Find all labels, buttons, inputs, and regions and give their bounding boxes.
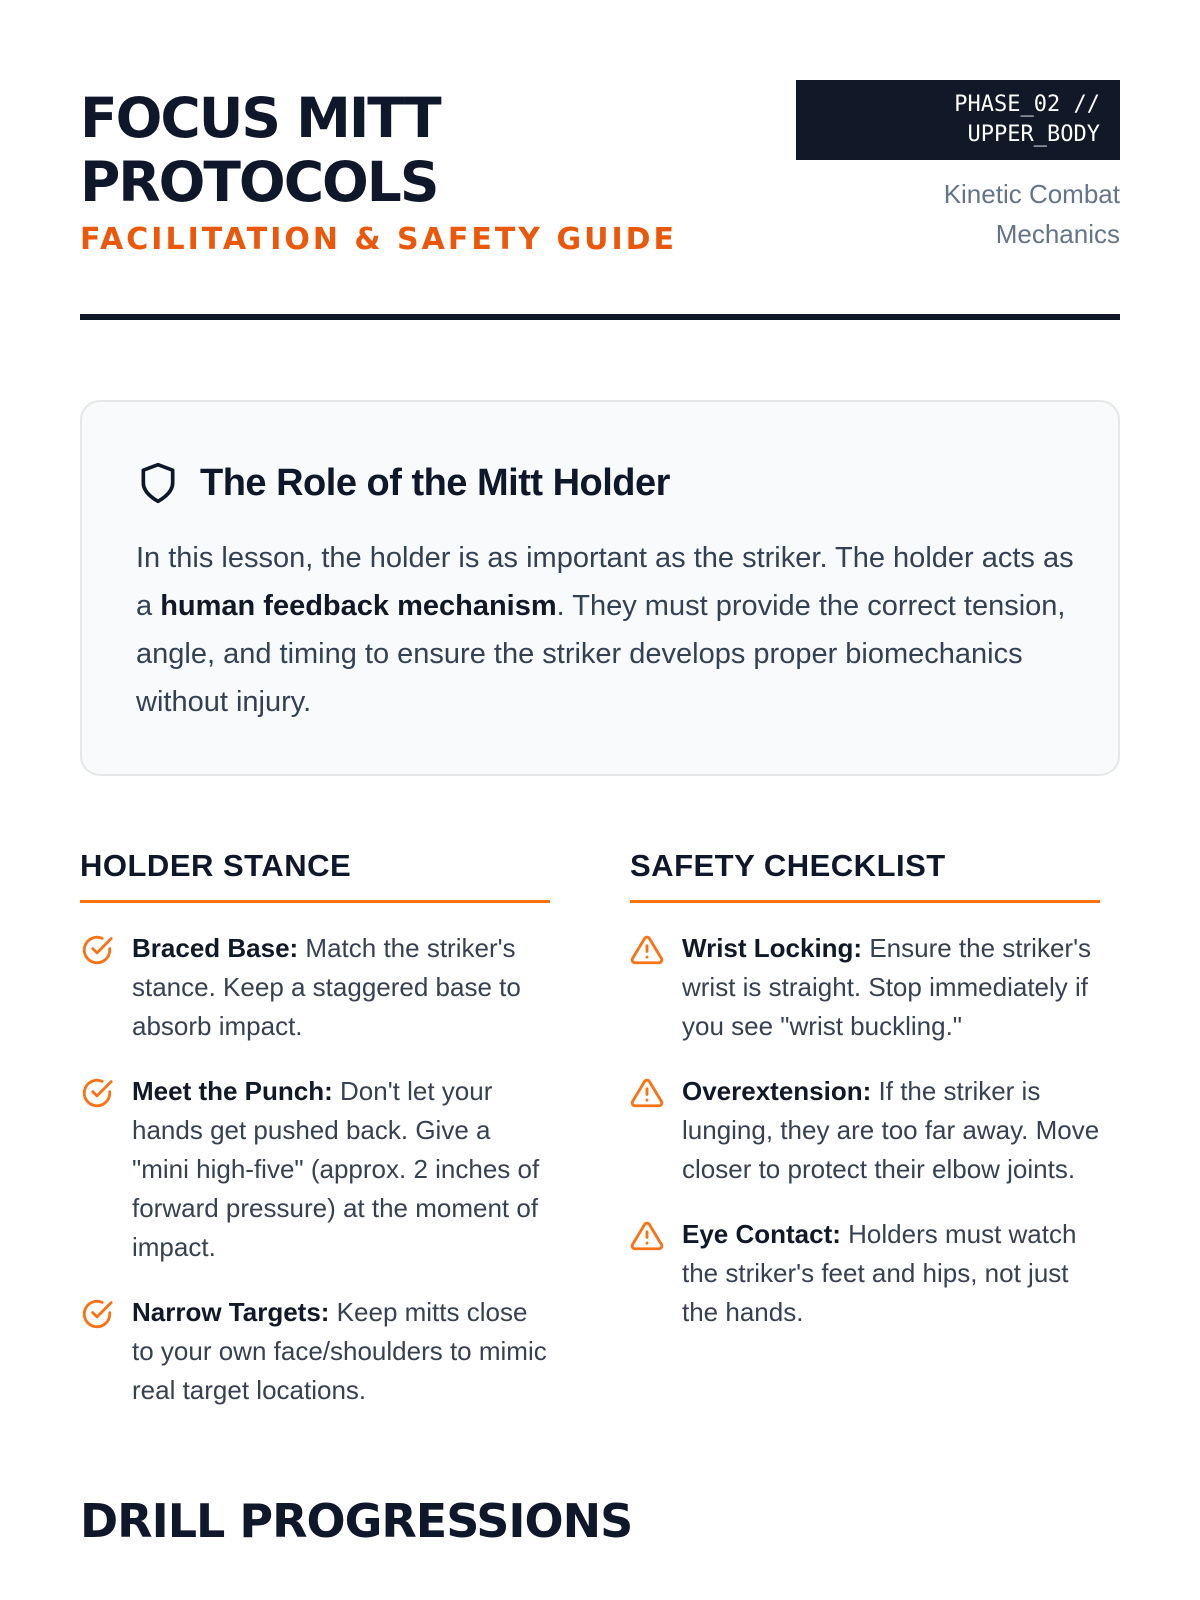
phase-badge-line-2: UPPER_BODY bbox=[967, 122, 1100, 147]
phase-badge-line-1: PHASE_02 // bbox=[954, 92, 1100, 117]
item-text: Match the striker's stance. Keep a staggered base to absorb impact. bbox=[132, 933, 521, 1041]
item-text: Ensure the striker's wrist is straight. Stop immediately if you see "wrist buckling." bbox=[682, 933, 1092, 1041]
check-circle-icon bbox=[80, 933, 114, 967]
item-label: Eye Contact: bbox=[682, 1219, 841, 1249]
safety-checklist-item bbox=[630, 1072, 1100, 1189]
safety-checklist-divider bbox=[630, 900, 1100, 903]
role-text-end: . They must provide the correct tension, angle, and timing to ensure the striker develops proper biomechanics without injury. bbox=[136, 590, 1066, 718]
title-line-2: PROTOCOLS bbox=[80, 150, 438, 214]
safety-checklist-title: SAFETY CHECKLIST bbox=[630, 848, 946, 883]
page-subtitle: FACILITATION & SAFETY GUIDE bbox=[80, 222, 678, 257]
check-circle-icon bbox=[80, 1297, 114, 1331]
holder-stance-item bbox=[80, 1072, 550, 1267]
item-label: Meet the Punch: bbox=[132, 1076, 333, 1106]
shield-icon bbox=[136, 460, 180, 506]
item-text: Don't let your hands get pushed back. Give a "mini high-five" (approx. 2 inches of forward pressure) at the moment of impact. bbox=[132, 1076, 540, 1262]
warning-triangle-icon bbox=[630, 1219, 664, 1253]
safety-checklist-section bbox=[630, 846, 1100, 1358]
role-card bbox=[80, 400, 1120, 776]
header bbox=[80, 80, 1120, 340]
role-card-title: The Role of the Mitt Holder bbox=[200, 461, 670, 504]
item-label: Overextension: bbox=[682, 1076, 872, 1106]
item-label: Wrist Locking: bbox=[682, 933, 863, 963]
item-label: Braced Base: bbox=[132, 933, 299, 963]
page-title bbox=[80, 86, 720, 214]
holder-stance-divider bbox=[80, 900, 550, 903]
phase-badge bbox=[796, 80, 1120, 160]
role-card-header bbox=[136, 458, 670, 508]
header-divider bbox=[80, 314, 1120, 320]
tagline-line-2: Mechanics bbox=[995, 219, 1120, 249]
item-text: Holders must watch the striker's feet and hips, not just the hands. bbox=[682, 1219, 1077, 1327]
item-text: Keep mitts close to your own face/shoulders to mimic real target locations. bbox=[132, 1297, 547, 1405]
document-page bbox=[80, 0, 1120, 1600]
drill-progressions-title: DRILL PROGRESSIONS bbox=[80, 1494, 633, 1548]
holder-stance-section bbox=[80, 846, 550, 1436]
warning-triangle-icon bbox=[630, 933, 664, 967]
tagline-line-1: Kinetic Combat bbox=[943, 179, 1120, 209]
safety-checklist-item bbox=[630, 1215, 1100, 1332]
tagline bbox=[820, 174, 1120, 254]
check-circle-icon bbox=[80, 1076, 114, 1110]
safety-checklist-item bbox=[630, 929, 1100, 1046]
holder-stance-title: HOLDER STANCE bbox=[80, 848, 352, 883]
item-label: Narrow Targets: bbox=[132, 1297, 330, 1327]
warning-triangle-icon bbox=[630, 1076, 664, 1110]
role-card-text bbox=[136, 534, 1076, 726]
role-text-start: In this lesson, the holder is as important as the striker. The holder acts as a bbox=[136, 542, 1074, 622]
holder-stance-item bbox=[80, 1293, 550, 1410]
holder-stance-item bbox=[80, 929, 550, 1046]
item-text: If the striker is lunging, they are too far away. Move closer to protect their elbow joints. bbox=[682, 1076, 1100, 1184]
title-line-1: FOCUS MITT bbox=[80, 86, 440, 150]
role-text-emphasis: human feedback mechanism bbox=[160, 590, 557, 622]
